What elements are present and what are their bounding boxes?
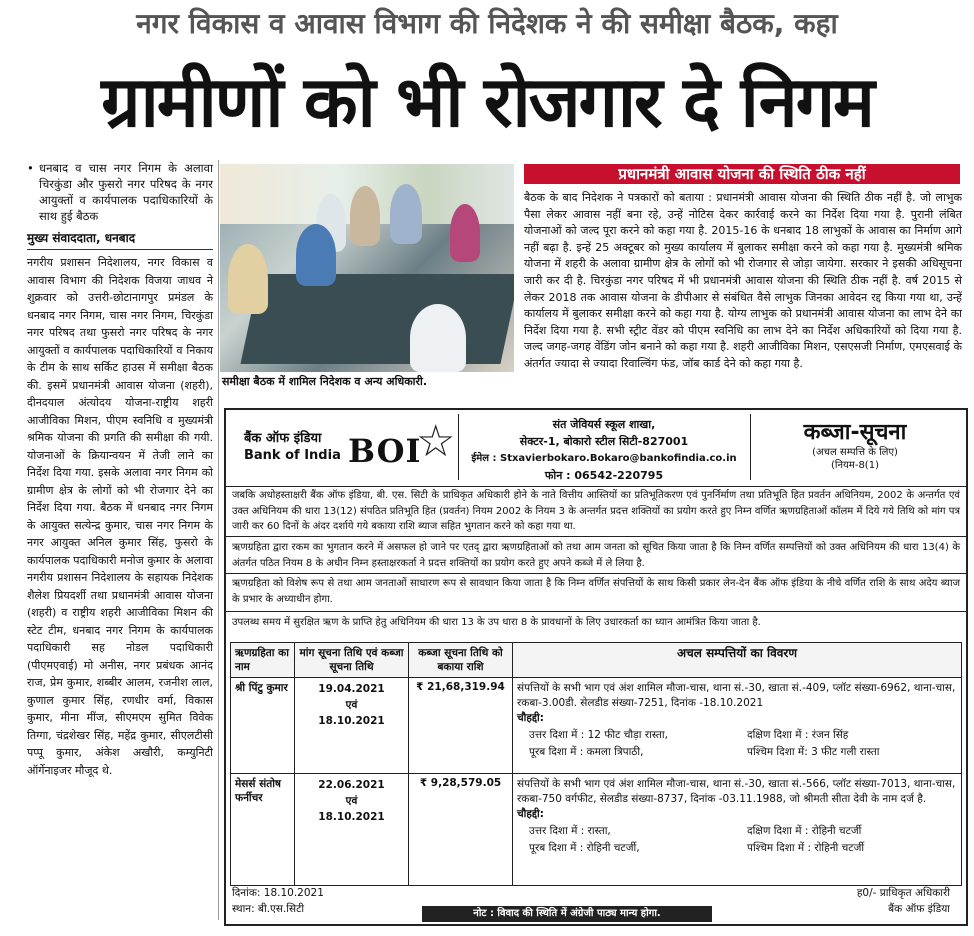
notice-place: स्थान: बी.एस.सिटी (232, 903, 305, 915)
divider (226, 611, 966, 612)
column-header: ऋणग्रहिता का नाम (231, 643, 295, 678)
notice-paragraph: ऋणग्रहिता द्वारा रकम का भुगतान करने में असफल हो जाने पर एतद् द्वारा ऋणग्रहिताओं को तथा आम जनता को सूचित किया जाता है कि निम्न वर्णित सम्पत्तियों को उक्त अधिनियम की धारा 13(4) के अंतर्गत पठित नियम 8 के अधीन निम्न हस्ताक्षरकर्ता ने प्रदत्त शक्तियों का प्रयोग करते हुए अपने कब्जे में ले लिया है. (232, 542, 960, 569)
table-row (231, 678, 962, 774)
west-boundary: पश्चिम दिशा में : रोहिनी चटर्जी (747, 842, 865, 854)
photo-person (296, 224, 336, 286)
notice-date: दिनांक: 18.10.2021 (232, 887, 324, 899)
notice-subtitle: (अचल सम्पत्ति के लिए) (812, 447, 898, 458)
and-text: एवं (345, 699, 358, 711)
north-boundary: उत्तर दिशा में : रास्ता, (529, 825, 611, 837)
borrower-name: श्री पिंटु कुमार (231, 678, 295, 774)
south-boundary: दक्षिण दिशा में : रोहिनी चटर्जी (747, 825, 862, 837)
address-line: संत जेवियर्स स्कूल शाखा, (552, 418, 656, 431)
branch-address (466, 416, 742, 484)
authorized-officer: ह0/- प्राधिकृत अधिकारी (856, 887, 950, 899)
bank-name-english: Bank of India (244, 448, 341, 463)
demand-date: 22.06.2021 (318, 779, 385, 791)
photo-person (228, 244, 268, 314)
boundaries-grid (517, 728, 957, 760)
summary-bullet (27, 160, 213, 224)
notice-title-box (750, 414, 959, 480)
photo-person (410, 304, 466, 372)
south-boundary: दक्षिण दिशा में : रंजन सिंह (747, 729, 849, 741)
kicker-headline: नगर विकास व आवास विभाग की निदेशक ने की समीक्षा बैठक, कहा (136, 7, 838, 40)
divider (226, 573, 966, 574)
property-description (513, 774, 962, 886)
property-text: संपत्तियों के सभी भाग एवं अंश शामिल मौजा-चास, थाना सं.-30, खाता सं.-566, प्लॉट संख्या-7013, थाना-चास, रकबा-750 वर्गफीट, सेलडीड संख्या-8737, दिनांक -03.11.1988, जो श्रीमती सीता देवी के नाम दर्ज है. (517, 778, 956, 805)
main-headline: ग्रामीणों को भी रोजगार दे निगम (101, 61, 873, 143)
outstanding-amount: ₹ 9,28,579.05 (409, 774, 513, 886)
dates-cell (295, 678, 409, 774)
column-header: अचल सम्पत्तियों का विवरण (513, 643, 962, 678)
photo-table (240, 274, 514, 364)
table-row (231, 774, 962, 886)
photo-person (450, 204, 480, 262)
demand-date: 19.04.2021 (318, 683, 385, 695)
east-boundary: पूरब दिशा में : रोहिनी चटर्जी, (529, 842, 640, 854)
possession-date: 18.10.2021 (318, 715, 385, 727)
notice-title: कब्जा-सूचना (803, 420, 907, 445)
bullet-text: धनबाद व चास नगर निगम के अलावा चिरकुंडा और फुसरो नगर परिषद के नगर आयुक्तों व कार्यपालक पदाधिकारियों के साथ हुई बैठक (39, 161, 213, 223)
language-note: नोट : विवाद की स्थिति में अंग्रेजी पाठ्य मान्य होगा. (422, 906, 712, 922)
notice-paragraph: उपलब्ध समय में सुरक्षित ऋण के प्राप्ति हेतु अधिनियम की धारा 13 के उप धारा 8 के प्रावधानों के लिए उधारकर्ता का ध्यान आमंत्रित किया जाता है. (232, 617, 761, 628)
property-table (230, 642, 962, 886)
star-logo-icon: ☆ (416, 416, 456, 467)
address-email: ईमेल : Stxavierbokaro.Bokaro@bankofindia.co.in (471, 453, 737, 464)
boundaries-grid (517, 824, 957, 856)
byline: मुख्य संवाददाता, धनबाद (27, 230, 213, 250)
and-text: एवं (345, 795, 358, 807)
photo-person (350, 186, 380, 246)
address-phone: फोन : 06542-220795 (544, 469, 664, 482)
bank-logo-block (230, 414, 459, 480)
divider (226, 536, 966, 537)
notice-paragraph: ऋणग्रहिता को विशेष रूप से तथा आम जनताओं साधारण रूप से सावधान किया जाता है कि निम्न वर्णित संपत्तियों के साथ किसी प्रकार लेन-देन बैंक ऑफ इंडिया के नीचे वर्णित राशि के साथ अदेय ब्याज के प्रभार के अध्याधीन होगा. (232, 578, 960, 605)
subheading-banner (524, 164, 960, 184)
address-line: सेक्टर-1, बोकारो स्टील सिटी-827001 (519, 435, 689, 448)
column-header: कब्जा सूचना तिथि को बकाया राशि (409, 643, 513, 678)
left-column (27, 160, 213, 779)
photo-caption: समीक्षा बैठक में शामिल निदेशक व अन्य अधिकारी. (222, 375, 428, 388)
subheading-text: प्रधानमंत्री आवास योजना की स्थिति ठीक नहीं (524, 164, 960, 184)
photo-person (390, 184, 422, 244)
east-boundary: पूरब दिशा में : कमला त्रिपाठी, (529, 746, 644, 758)
dates-cell (295, 774, 409, 886)
possession-notice (224, 408, 968, 926)
property-text: संपत्तियों के सभी भाग एवं अंश शामिल मौजा-चास, थाना सं.-30, खाता सं.-409, प्लॉट संख्या-6962, थाना-चास, रकबा-3.00डी. सेलडीड संख्या-7251, दिनांक -18.10.2021 (517, 682, 956, 709)
boi-logo: BOI (348, 432, 422, 470)
column-divider (218, 160, 219, 920)
possession-date: 18.10.2021 (318, 811, 385, 823)
north-boundary: उत्तर दिशा में : 12 फीट चौड़ा रास्ता, (529, 729, 668, 741)
signatory-bank: बैंक ऑफ इंडिया (888, 903, 950, 915)
column-header: मांग सूचना तिथि एवं कब्जा सूचना तिथि (295, 643, 409, 678)
notice-header (226, 410, 966, 487)
bullet-dot-icon: • (27, 161, 34, 175)
boundaries-label: चौहद्दी: (517, 808, 544, 820)
outstanding-amount: ₹ 21,68,319.94 (409, 678, 513, 774)
table-header-row (231, 643, 962, 678)
property-description (513, 678, 962, 774)
bank-name-hindi: बैंक ऑफ इंडिया (244, 431, 322, 446)
west-boundary: पश्चिम दिशा में: 3 फीट गली रास्ता (747, 746, 880, 758)
meeting-photo (220, 164, 514, 372)
notice-paragraph: जबकि अधोहस्ताक्षरी बैंक ऑफ इंडिया, बी. एस. सिटी के प्राधिकृत अधिकारी होने के नाते वित्तीय आस्तियों का प्रतिभूतिकरण एवं पुनर्निर्माण तथा प्रतिभूति हित प्रवर्तन अधिनियम, 2002 के अन्तर्गत एवं उक्त अधिनियम की धारा 13(12) संपठित प्रतिभूति हित (प्रवर्तन) नियम 2002 के नियम 3 के अन्तर्गत प्रदत्त शक्तियों का प्रयोग करते हुए निम्न वर्णित ऋणग्रहिताओं कॉलम में दिये गये तिथि को मांग पत्र जारी कर 60 दिनों के अंदर दर्शाये गये बकाया राशि ब्याज सहित भुगतान करने को कहा गया था. (232, 490, 960, 532)
borrower-name: मेसर्स संतोष फर्नीचर (231, 774, 295, 886)
right-body-text: बैठक के बाद निदेशक ने पत्रकारों को बताया : प्रधानमंत्री आवास योजना की स्थिति ठीक नहीं है. जो लाभुक पैसा लेकर आवास नहीं बना रहे, उन्हें नोटिस देकर कार्रवाई करने का निर्देश दिया गया है. पुरानी लंबित योजनाओं को जल्द पूरा करने को कहा गया है. 2015-16 के धनबाद 18 लाभुकों के आवास का निर्माण आगे नहीं बढ़ा है. इन्हें 25 अक्टूबर को मुख्य कार्यालय में बुलाकर समीक्षा करने को कहा गया है. मुख्यमंत्री श्रमिक योजना में शहरी के अलावा ग्रामीण क्षेत्र के लोगों को भी रोजगार से जोड़ा जायेगा. सरकार ने इसकी अधिसूचना जारी कर दी है. चिरकुंडा नगर परिषद में भी प्रधानमंत्री आवास योजना की स्थिति ठीक नहीं है. वर्ष 2015 से लेकर 2018 तक आवास योजना के डीपीआर से संबंधित वैसे लाभुक जिनका आवेदन रद्द किया गया था, उन्हें कार्यालय में बुलाकर समीक्षा करने को कहा गया है. योग्य लाभुक को प्रधानमंत्री आवास योजना का लाभ देने का निर्देश दिया गया है. सभी स्ट्रीट वेंडर को पीएम स्वनिधि का लाभ देने का निर्देश अधिकारियों को दिया गया है. जल्द जगह-जगह वेंडिंग जोन बनाने को कहा गया है. शहरी आजीविका मिशन, एसएसजी निर्माण, एमएसवाई के अंतर्गत ज्यादा से ज्यादा रिवाल्विंग फंड, जॉब कार्ड देने को कहा गया है. (524, 191, 962, 370)
boundaries-label: चौहद्दी: (517, 712, 544, 724)
notice-rule: (नियम-8(1) (831, 460, 879, 471)
left-body-text: नगरीय प्रशासन निदेशालय, नगर विकास व आवास विभाग की निदेशक विजया जाधव ने शुक्रवार को उत्तरी-छोटानागपुर प्रमंडल के धनबाद नगर निगम, चास नगर निगम, चिरकुंडा नगर परिषद तथा फुसरो नगर परिषद के नगर आयुक्तों व कार्यपालक पदाधिकारियों व निकाय के टीम के साथ सर्किट हाउस में समीक्षा बैठक की. इसमें प्रधानमंत्री आवास योजना (शहरी), दीनदयाल अंत्योदय योजना-राष्ट्रीय शहरी आजीविका मिशन, पीएम स्वनिधि व मुख्यमंत्री श्रमिक योजना की प्रगति की समीक्षा की गयी. योजनाओं के क्रियान्वयन में तेजी लाने का निर्देश दिया गया. इसके अलावा नगर निगम को ग्रामीण क्षेत्र के लोगों को भी रोजगार देने का निर्देश दिया गया. बैठक में धनबाद नगर निगम के आयुक्त सत्येन्द्र कुमार, चास नगर निगम के नगर आयुक्त अनिल कुमार सिंह, फुसरो के कार्यपालक पदाधिकारी मनोज कुमार के अलावा नगरीय प्रशासन निदेशालय के सहायक निदेशक शैलेश प्रियदर्शी तथा प्रधानमंत्री आवास योजना (शहरी) व राष्ट्रीय शहरी आजीविका मिशन की स्टेट टीम, धनबाद नगर निगम के कार्यपालक पदाधिकारी सह नोडल पदाधिकारी (पीएमएवाई) मो अनीस, नगर प्रबंधक आनंद राज, प्रेम कुमार, शब्बीर आलम, रजनीश लाल, कुणाल कुमार सिंह, रणधीर वर्मा, विकास कुमार, मीना मींज, सीएमएम सुमित विवेक तिग्गा, चंद्रशेखर सिंह, महेंद्र कुमार, सीएलटीसी पप्पू कुमार, अंकेश अखौरी, कम्युनिटी ऑर्गेनाइजर मौजूद थे. (27, 256, 213, 777)
